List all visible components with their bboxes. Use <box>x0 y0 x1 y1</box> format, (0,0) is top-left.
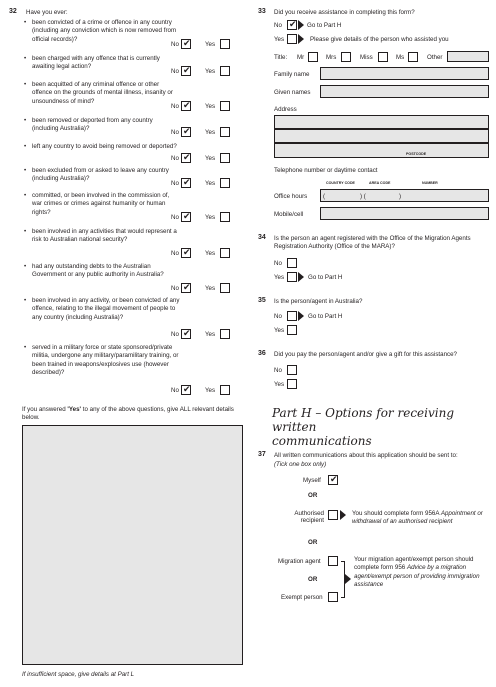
q32-item4-yes-checkbox[interactable] <box>220 127 230 137</box>
q36-no-checkbox[interactable] <box>287 365 297 375</box>
q33-yes-checkbox[interactable] <box>287 34 297 44</box>
q32-item-text: • been removed or deported from any country (including Australia)? <box>32 117 180 134</box>
title-ms-checkbox[interactable] <box>408 52 418 62</box>
authorised-recipient-checkbox[interactable] <box>328 510 338 520</box>
yes-label: Yes <box>274 327 285 334</box>
family-name-input[interactable] <box>320 67 489 80</box>
q32-item7-yes-checkbox[interactable] <box>220 212 230 222</box>
q32-item7-no-checkbox[interactable] <box>181 212 191 222</box>
paren-close: ) <box>399 193 402 200</box>
title-ms-label: Ms <box>396 54 405 61</box>
yes-label: Yes <box>205 285 216 292</box>
q32-item-text: • been involved in any activities that would represent a risk to Australian national security? <box>32 228 180 245</box>
no-label: No <box>274 260 282 267</box>
q32-item9-no-checkbox[interactable] <box>181 283 191 293</box>
q32-question: Have you ever: <box>26 9 68 16</box>
title-mrs-checkbox[interactable] <box>341 52 351 62</box>
yes-label: Yes <box>205 387 216 394</box>
given-names-input[interactable] <box>320 85 489 98</box>
q37-question: All written communications about this application should be sent to: <box>274 452 458 459</box>
q32-item2-no-checkbox[interactable] <box>181 66 191 76</box>
yes-label: Yes <box>274 274 285 281</box>
yes-label: Yes <box>205 214 216 221</box>
authorised-recipient-note: You should complete form 956A Appointment or withdrawal of an authorised recipient <box>352 510 483 526</box>
country-code-label: COUNTRY CODE <box>326 181 355 185</box>
or-label: OR <box>308 576 318 583</box>
yes-label: Yes <box>205 250 216 257</box>
q32-item-text: • been excluded from or asked to leave any country (including Australia)? <box>32 167 180 184</box>
or-label: OR <box>308 492 318 499</box>
arrow-right-icon <box>345 574 351 584</box>
q33-number: 33 <box>258 8 266 15</box>
q32-details-textarea[interactable] <box>22 425 243 665</box>
paren-open: ( <box>323 193 326 200</box>
title-mr-label: Mr <box>297 54 305 61</box>
migration-agent-label: Migration agent <box>278 558 321 565</box>
title-label: Title: <box>274 54 288 61</box>
family-name-label: Family name <box>274 71 310 78</box>
no-label: No <box>171 250 179 257</box>
q32-item4-no-checkbox[interactable] <box>181 127 191 137</box>
title-other-label: Other <box>427 54 443 61</box>
q32-footnote: If insufficient space, give details at Part L <box>22 671 135 678</box>
given-names-label: Given names <box>274 89 311 96</box>
no-label: No <box>171 68 179 75</box>
migration-agent-note: Your migration agent/exempt person should complete form 956 Advice by a migration agent/exempt person of providing immigration assistance <box>354 556 480 589</box>
q32-item5-no-checkbox[interactable] <box>181 153 191 163</box>
q35-question: Is the person/agent in Australia? <box>274 298 363 305</box>
q32-item8-yes-checkbox[interactable] <box>220 248 230 258</box>
yes-label: Yes <box>205 155 216 162</box>
q34-number: 34 <box>258 234 266 241</box>
q32-item2-yes-checkbox[interactable] <box>220 66 230 76</box>
q32-item9-yes-checkbox[interactable] <box>220 283 230 293</box>
q35-yes-checkbox[interactable] <box>287 325 297 335</box>
q32-item-text: • been convicted of a crime or offence in any country (including any conviction which is now removed from official records)? <box>32 19 180 44</box>
office-hours-phone-input[interactable] <box>320 189 489 202</box>
q32-item-text: • committed, or been involved in the commission of, war crimes or crimes against humanity or human rights? <box>32 192 180 217</box>
telephone-label: Telephone number or daytime contact <box>274 167 378 174</box>
q35-number: 35 <box>258 297 266 304</box>
q37-tick-instruction: (Tick one box only) <box>274 461 327 468</box>
number-label: NUMBER <box>422 181 438 185</box>
no-label: No <box>274 313 282 320</box>
mobile-label: Mobile/cell <box>274 211 304 218</box>
no-label: No <box>274 367 282 374</box>
exempt-person-checkbox[interactable] <box>328 592 338 602</box>
q32-number: 32 <box>9 8 17 15</box>
or-label: OR <box>308 539 318 546</box>
q35-no-checkbox[interactable] <box>287 311 297 321</box>
no-label: No <box>171 214 179 221</box>
q33-yes-instruction: Please give details of the person who assisted you <box>310 36 449 43</box>
q32-item-text: • been involved in any activity, or been convicted of any offence, relating to the illegal movement of people to any country (including Australia)? <box>32 297 180 322</box>
address-line3-input[interactable] <box>274 143 489 158</box>
title-mr-checkbox[interactable] <box>308 52 318 62</box>
mobile-input[interactable] <box>320 207 489 220</box>
q36-yes-checkbox[interactable] <box>287 379 297 389</box>
q34-question: Is the person an agent registered with the Office of the Migration Agents Registration Authority (Office of the MARA)? <box>274 235 471 251</box>
q32-item10-yes-checkbox[interactable] <box>220 329 230 339</box>
migration-agent-checkbox[interactable] <box>328 556 338 566</box>
myself-label: Myself <box>303 477 321 484</box>
office-hours-label: Office hours <box>274 193 308 200</box>
goto-part-h: Go to Part H <box>307 22 342 29</box>
q32-details-instruction: If you answered 'Yes' to any of the above questions, give ALL relevant details below. <box>22 406 234 422</box>
q32-item10-no-checkbox[interactable] <box>181 329 191 339</box>
yes-label: Yes <box>274 36 285 43</box>
q33-question: Did you receive assistance in completing this form? <box>274 9 415 16</box>
q32-item6-yes-checkbox[interactable] <box>220 178 230 188</box>
q32-item6-no-checkbox[interactable] <box>181 178 191 188</box>
no-label: No <box>274 22 282 29</box>
arrow-right-icon <box>298 20 304 30</box>
arrow-right-icon <box>340 510 346 520</box>
part-h-heading: Part H – Options for receiving written communications <box>272 406 455 448</box>
no-label: No <box>171 285 179 292</box>
q37-number: 37 <box>258 451 266 458</box>
no-label: No <box>171 129 179 136</box>
q32-item-text: • had any outstanding debts to the Australian Government or any public authority in Australia? <box>32 263 180 280</box>
q32-item5-yes-checkbox[interactable] <box>220 153 230 163</box>
myself-checkbox[interactable] <box>328 475 338 485</box>
q32-item11-no-checkbox[interactable] <box>181 385 191 395</box>
address-line2-input[interactable] <box>274 129 489 143</box>
yes-label: Yes <box>205 41 216 48</box>
q32-item3-no-checkbox[interactable] <box>181 101 191 111</box>
yes-label: Yes <box>205 331 216 338</box>
no-label: No <box>171 387 179 394</box>
address-label: Address <box>274 106 297 113</box>
no-label: No <box>171 103 179 110</box>
paren-mid: ) ( <box>360 193 366 200</box>
yes-label: Yes <box>205 103 216 110</box>
q36-number: 36 <box>258 350 266 357</box>
q32-item1-yes-checkbox[interactable] <box>220 39 230 49</box>
no-label: No <box>171 155 179 162</box>
q32-item1-no-checkbox[interactable] <box>181 39 191 49</box>
title-mrs-label: Mrs <box>326 54 337 61</box>
q32-item-text: • served in a military force or state sponsored/private militia, undergone any military/paramilitary training, or been trained in weapons/explosives use (however described)? <box>32 344 180 378</box>
postcode-label: POSTCODE <box>406 152 427 156</box>
q33-no-checkbox[interactable] <box>287 20 297 30</box>
q34-no-checkbox[interactable] <box>287 258 297 268</box>
q32-item8-no-checkbox[interactable] <box>181 248 191 258</box>
q36-question: Did you pay the person/agent and/or give a gift for this assistance? <box>274 351 457 358</box>
title-other-input[interactable] <box>447 51 489 62</box>
arrow-right-icon <box>298 272 304 282</box>
q34-yes-checkbox[interactable] <box>287 272 297 282</box>
area-code-label: AREA CODE <box>369 181 391 185</box>
arrow-right-icon <box>298 34 304 44</box>
q32-item11-yes-checkbox[interactable] <box>220 385 230 395</box>
q32-item-text: • left any country to avoid being removed or deported? <box>32 143 180 151</box>
q32-item-text: • been acquitted of any criminal offence or other offence on the grounds of mental illness, insanity or unsoundness of mind? <box>32 81 180 106</box>
yes-label: Yes <box>274 381 285 388</box>
no-label: No <box>171 180 179 187</box>
goto-part-h: Go to Part H <box>308 313 343 320</box>
arrow-right-icon <box>298 311 304 321</box>
no-label: No <box>171 331 179 338</box>
q32-item3-yes-checkbox[interactable] <box>220 101 230 111</box>
goto-part-h: Go to Part H <box>308 274 343 281</box>
exempt-person-label: Exempt person <box>281 594 323 601</box>
authorised-recipient-label: Authorised recipient <box>294 510 324 525</box>
yes-label: Yes <box>205 180 216 187</box>
address-line1-input[interactable] <box>274 115 489 129</box>
title-miss-label: Miss <box>360 54 373 61</box>
title-miss-checkbox[interactable] <box>378 52 388 62</box>
yes-label: Yes <box>205 68 216 75</box>
no-label: No <box>171 41 179 48</box>
yes-label: Yes <box>205 129 216 136</box>
q32-item-text: • been charged with any offence that is currently awaiting legal action? <box>32 55 180 72</box>
